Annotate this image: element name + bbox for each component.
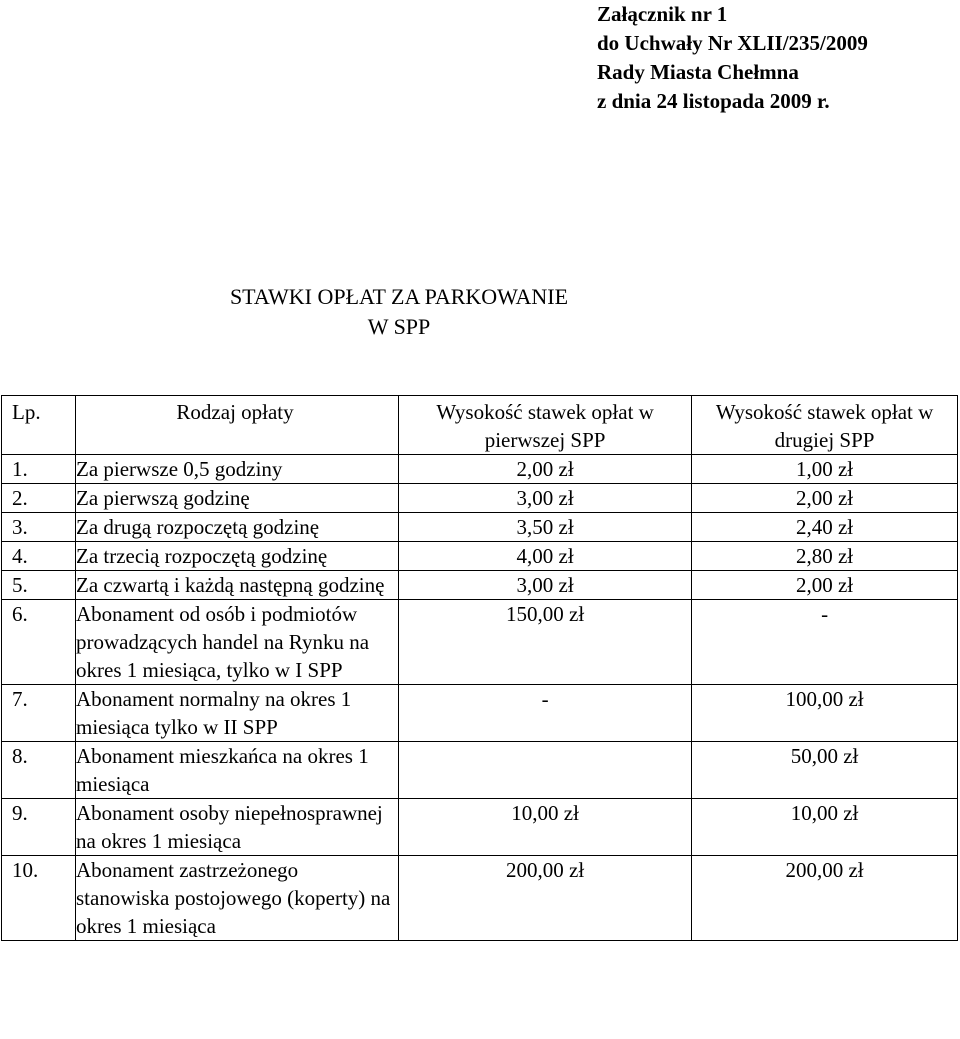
row-fee-type: Abonament osoby niepełnosprawnej na okres 1 miesiąca: [76, 799, 399, 856]
table-row: [2, 513, 958, 542]
row-second-zone-rate: -: [692, 600, 958, 685]
row-first-zone-rate: 200,00 zł: [399, 856, 692, 941]
row-fee-type: Za pierwszą godzinę: [76, 484, 399, 513]
row-first-zone-rate: 10,00 zł: [399, 799, 692, 856]
row-first-zone-rate: [399, 742, 692, 799]
table-row: [2, 455, 958, 484]
table-row: [2, 600, 958, 685]
row-number: 1.: [2, 455, 76, 484]
document-header: [597, 0, 868, 116]
row-number: 9.: [2, 799, 76, 856]
document-title: [0, 282, 798, 342]
header-date-line: z dnia 24 listopada 2009 r.: [597, 89, 830, 113]
header-second-zone: Wysokość stawek opłat w drugiej SPP: [692, 396, 958, 455]
row-fee-type: Abonament normalny na okres 1 miesiąca tylko w II SPP: [76, 685, 399, 742]
row-fee-type: Za czwartą i każdą następną godzinę: [76, 571, 399, 600]
table-row: [2, 571, 958, 600]
parking-rates-table: [1, 395, 958, 941]
row-number: 8.: [2, 742, 76, 799]
row-second-zone-rate: 1,00 zł: [692, 455, 958, 484]
table-row: [2, 484, 958, 513]
row-first-zone-rate: -: [399, 685, 692, 742]
title-line-2: W SPP: [367, 314, 431, 339]
row-second-zone-rate: 2,80 zł: [692, 542, 958, 571]
row-fee-type: Abonament od osób i podmiotów prowadzących handel na Rynku na okres 1 miesiąca, tylko w I SPP: [76, 600, 399, 685]
title-line-1: STAWKI OPŁAT ZA PARKOWANIE: [229, 284, 569, 309]
row-fee-type: Za pierwsze 0,5 godziny: [76, 455, 399, 484]
row-first-zone-rate: 150,00 zł: [399, 600, 692, 685]
row-number: 6.: [2, 600, 76, 685]
table-row: [2, 742, 958, 799]
row-number: 10.: [2, 856, 76, 941]
row-fee-type: Abonament mieszkańca na okres 1 miesiąca: [76, 742, 399, 799]
row-second-zone-rate: 2,00 zł: [692, 484, 958, 513]
table-header-row: [2, 396, 958, 455]
header-lp: Lp.: [2, 396, 76, 455]
row-first-zone-rate: 4,00 zł: [399, 542, 692, 571]
row-second-zone-rate: 2,00 zł: [692, 571, 958, 600]
row-first-zone-rate: 3,50 zł: [399, 513, 692, 542]
table-row: [2, 799, 958, 856]
header-annex-line: Załącznik nr 1: [597, 2, 728, 26]
table-row: [2, 856, 958, 941]
header-resolution-line: do Uchwały Nr XLII/235/2009: [597, 31, 868, 55]
row-second-zone-rate: 2,40 zł: [692, 513, 958, 542]
row-second-zone-rate: 100,00 zł: [692, 685, 958, 742]
header-council-line: Rady Miasta Chełmna: [597, 60, 799, 84]
header-first-zone: Wysokość stawek opłat w pierwszej SPP: [399, 396, 692, 455]
row-number: 4.: [2, 542, 76, 571]
header-fee-type: Rodzaj opłaty: [76, 396, 399, 455]
row-number: 2.: [2, 484, 76, 513]
row-number: 7.: [2, 685, 76, 742]
row-number: 3.: [2, 513, 76, 542]
row-first-zone-rate: 3,00 zł: [399, 571, 692, 600]
table-row: [2, 542, 958, 571]
row-first-zone-rate: 2,00 zł: [399, 455, 692, 484]
row-fee-type: Za trzecią rozpoczętą godzinę: [76, 542, 399, 571]
row-second-zone-rate: 50,00 zł: [692, 742, 958, 799]
row-number: 5.: [2, 571, 76, 600]
row-second-zone-rate: 10,00 zł: [692, 799, 958, 856]
row-fee-type: Abonament zastrzeżonego stanowiska postojowego (koperty) na okres 1 miesiąca: [76, 856, 399, 941]
row-fee-type: Za drugą rozpoczętą godzinę: [76, 513, 399, 542]
row-second-zone-rate: 200,00 zł: [692, 856, 958, 941]
table-row: [2, 685, 958, 742]
row-first-zone-rate: 3,00 zł: [399, 484, 692, 513]
